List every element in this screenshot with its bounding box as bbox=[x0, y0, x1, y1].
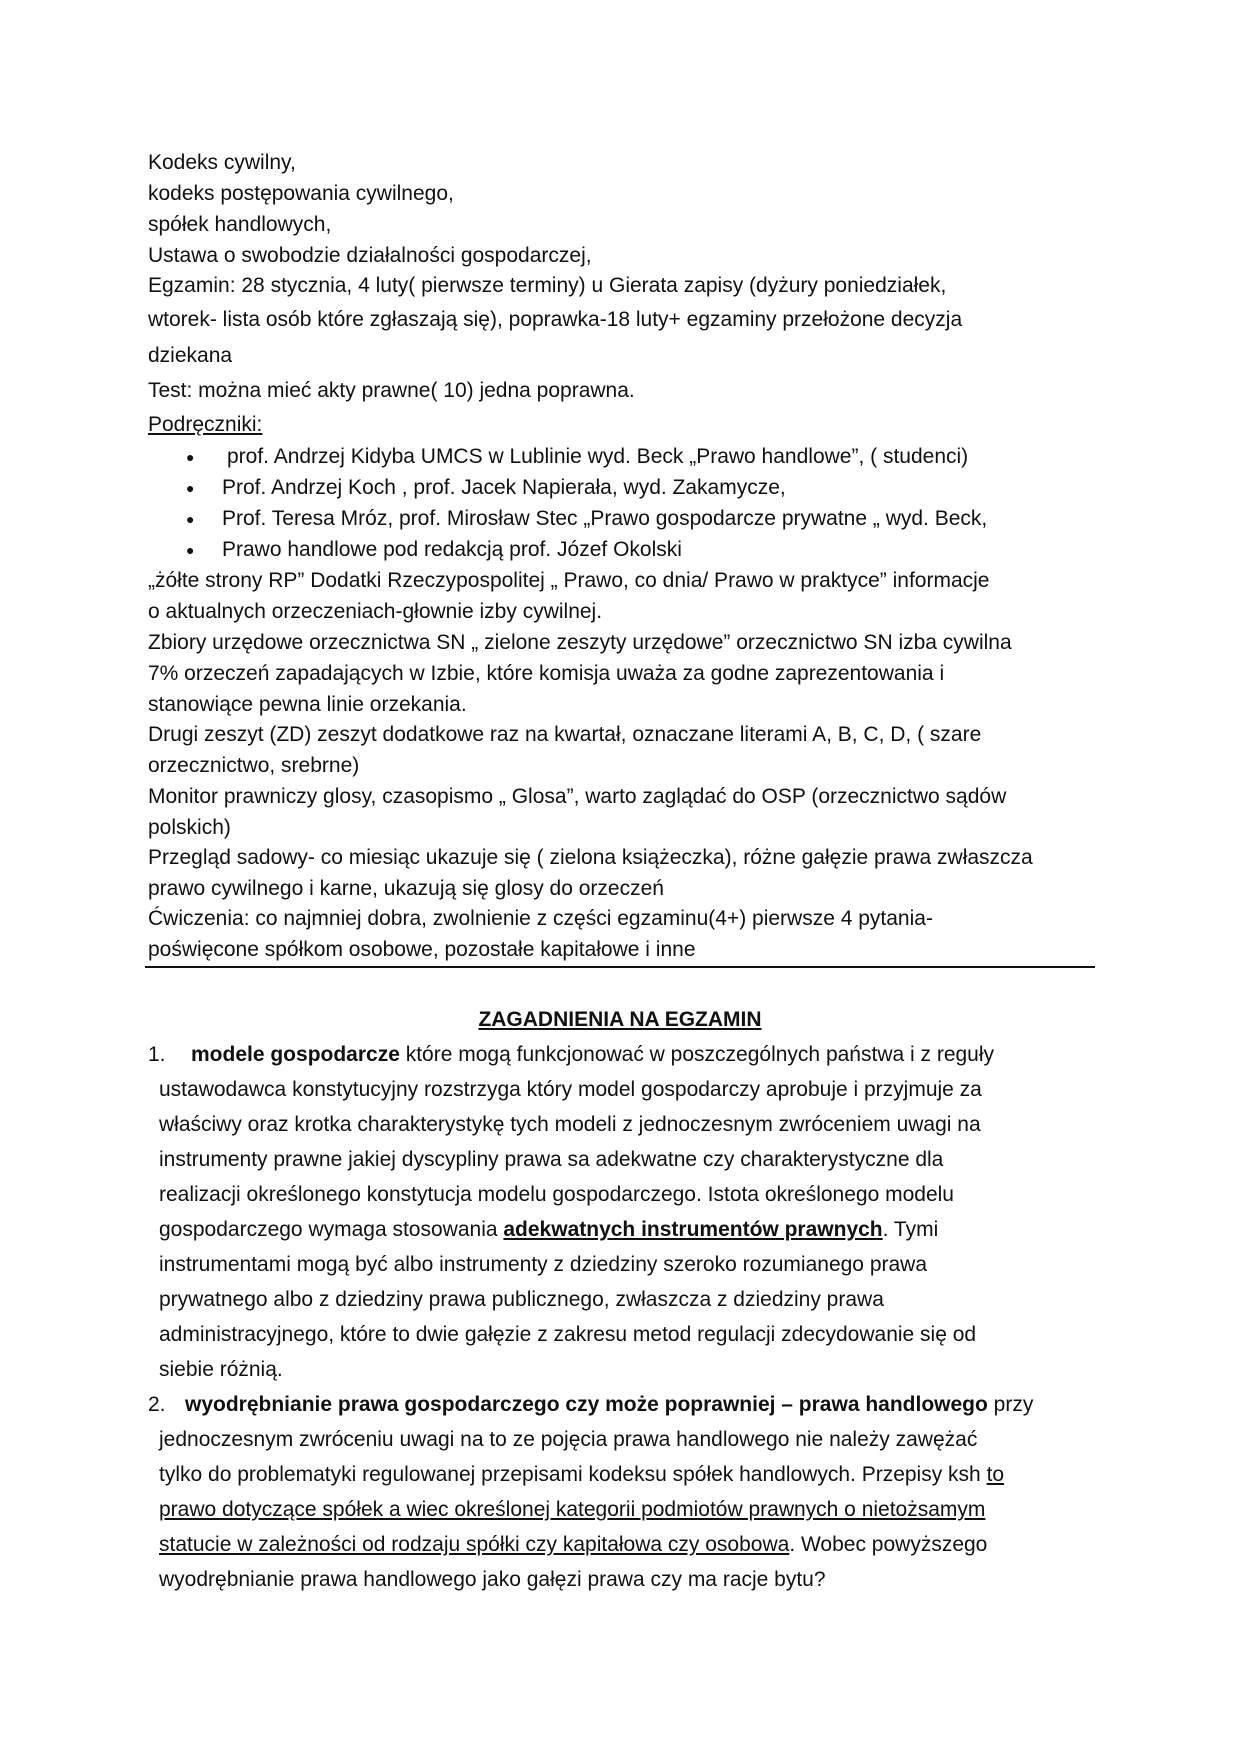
item-number: 1. bbox=[148, 1043, 166, 1066]
item-text: gospodarczego wymaga stosowania bbox=[159, 1218, 504, 1241]
intro-line-3: spółek handlowych, bbox=[148, 213, 332, 236]
item-text: . Tymi bbox=[882, 1218, 939, 1241]
item-title: modele gospodarcze bbox=[191, 1043, 400, 1066]
item-text: instrumentami mogą być albo instrumenty z dziedziny szeroko rozumianego prawa bbox=[159, 1253, 928, 1276]
exam-heading: ZAGADNIENIA NA EGZAMIN bbox=[478, 1008, 762, 1031]
note-line: Przegląd sadowy- co miesiąc ukazuje się ( zielona książeczka), różne gałęzie prawa zwłaszcza bbox=[148, 846, 1033, 869]
intro-line-7: dziekana bbox=[148, 344, 233, 367]
note-line: stanowiące pewna linie orzekania. bbox=[148, 693, 467, 716]
textbooks-heading: Podręczniki: bbox=[148, 413, 263, 436]
item-text: tylko do problematyki regulowanej przepisami kodeksu spółek handlowych. Przepisy ksh bbox=[159, 1463, 987, 1486]
note-line: Zbiory urzędowe orzecznictwa SN „ zielone zeszyty urzędowe” orzecznictwo SN izba cywilna bbox=[148, 631, 1012, 654]
item-text: administracyjnego, które to dwie gałęzie z zakresu metod regulacji zdecydowanie się od bbox=[159, 1323, 977, 1346]
item-text: ustawodawca konstytucyjny rozstrzyga który model gospodarczy aprobuje i przyjmuje za bbox=[159, 1078, 982, 1101]
item-underlined: prawo dotyczące spółek a wiec określonej kategorii podmiotów prawnych o nietożsamym bbox=[159, 1498, 986, 1521]
item-emphasis: adekwatnych instrumentów prawnych bbox=[503, 1218, 883, 1241]
intro-line-8: Test: można mieć akty prawne( 10) jedna poprawna. bbox=[148, 379, 635, 402]
item-text: które mogą funkcjonować w poszczególnych państwa i z reguły bbox=[399, 1043, 995, 1066]
item-text: wyodrębnianie prawa handlowego jako gałęzi prawa czy ma racje bytu? bbox=[159, 1568, 826, 1591]
bullet-icon: ● bbox=[186, 480, 195, 496]
textbook-item: prof. Andrzej Kidyba UMCS w Lublinie wyd. Beck „Prawo handlowe”, ( studenci) bbox=[227, 445, 969, 468]
horizontal-rule bbox=[145, 966, 1095, 968]
item-text: realizacji określonego konstytucja modelu gospodarczego. Istota określonego modelu bbox=[159, 1183, 954, 1206]
item-text: jednoczesnym zwróceniu uwagi na to ze pojęcia prawa handlowego nie należy zawężać bbox=[159, 1428, 978, 1451]
note-line: o aktualnych orzeczeniach-głownie izby cywilnej. bbox=[148, 600, 603, 623]
note-line: Drugi zeszyt (ZD) zeszyt dodatkowe raz na kwartał, oznaczane literami A, B, C, D, ( szare bbox=[148, 723, 982, 746]
textbook-item: Prof. Andrzej Koch , prof. Jacek Napierała, wyd. Zakamycze, bbox=[222, 476, 786, 499]
intro-line-5: Egzamin: 28 stycznia, 4 luty( pierwsze terminy) u Gierata zapisy (dyżury poniedziałek, bbox=[148, 274, 947, 297]
intro-line-1: Kodeks cywilny, bbox=[148, 151, 296, 174]
note-line: 7% orzeczeń zapadających w Izbie, które komisja uważa za godne zaprezentowania i bbox=[148, 662, 945, 685]
item-underlined: to bbox=[986, 1463, 1005, 1486]
note-line: „żółte strony RP” Dodatki Rzeczypospolitej „ Prawo, co dnia/ Prawo w praktyce” informacje bbox=[148, 569, 990, 592]
item-text: . Wobec powyższego bbox=[789, 1533, 988, 1556]
bullet-icon: ● bbox=[186, 542, 195, 558]
bullet-icon: ● bbox=[186, 511, 195, 527]
note-line: polskich) bbox=[148, 816, 231, 839]
item-text: prywatnego albo z dziedziny prawa publicznego, zwłaszcza z dziedziny prawa bbox=[159, 1288, 884, 1311]
intro-line-4: Ustawa o swobodzie działalności gospodarczej, bbox=[148, 244, 592, 267]
note-line: Ćwiczenia: co najmniej dobra, zwolnienie z części egzaminu(4+) pierwsze 4 pytania- bbox=[148, 907, 933, 930]
item-number: 2. bbox=[148, 1393, 166, 1416]
note-line: orzecznictwo, srebrne) bbox=[148, 754, 360, 777]
note-line: Monitor prawniczy glosy, czasopismo „ Glosa”, warto zaglądać do OSP (orzecznictwo sądów bbox=[148, 785, 1007, 808]
item-text: siebie różnią. bbox=[159, 1358, 283, 1381]
item-text: przy bbox=[987, 1393, 1034, 1416]
intro-line-2: kodeks postępowania cywilnego, bbox=[148, 182, 454, 205]
intro-line-6: wtorek- lista osób które zgłaszają się), poprawka-18 luty+ egzaminy przełożone decyzja bbox=[148, 308, 963, 331]
item-text: właściwy oraz krotka charakterystykę tych modeli z jednoczesnym zwróceniem uwagi na bbox=[159, 1113, 981, 1136]
note-line: poświęcone spółkom osobowe, pozostałe kapitałowe i inne bbox=[148, 938, 696, 961]
bullet-icon: ● bbox=[186, 449, 195, 465]
textbook-item: Prawo handlowe pod redakcją prof. Józef Okolski bbox=[222, 538, 682, 561]
item-title: wyodrębnianie prawa gospodarczego czy może poprawniej – prawa handlowego bbox=[185, 1393, 988, 1416]
item-text: instrumenty prawne jakiej dyscypliny prawa sa adekwatne czy charakterystyczne dla bbox=[159, 1148, 944, 1171]
note-line: prawo cywilnego i karne, ukazują się glosy do orzeczeń bbox=[148, 877, 664, 900]
item-underlined: statucie w zależności od rodzaju spółki czy kapitałowa czy osobowa bbox=[159, 1533, 790, 1556]
textbook-item: Prof. Teresa Mróz, prof. Mirosław Stec „Prawo gospodarcze prywatne „ wyd. Beck, bbox=[222, 507, 988, 530]
